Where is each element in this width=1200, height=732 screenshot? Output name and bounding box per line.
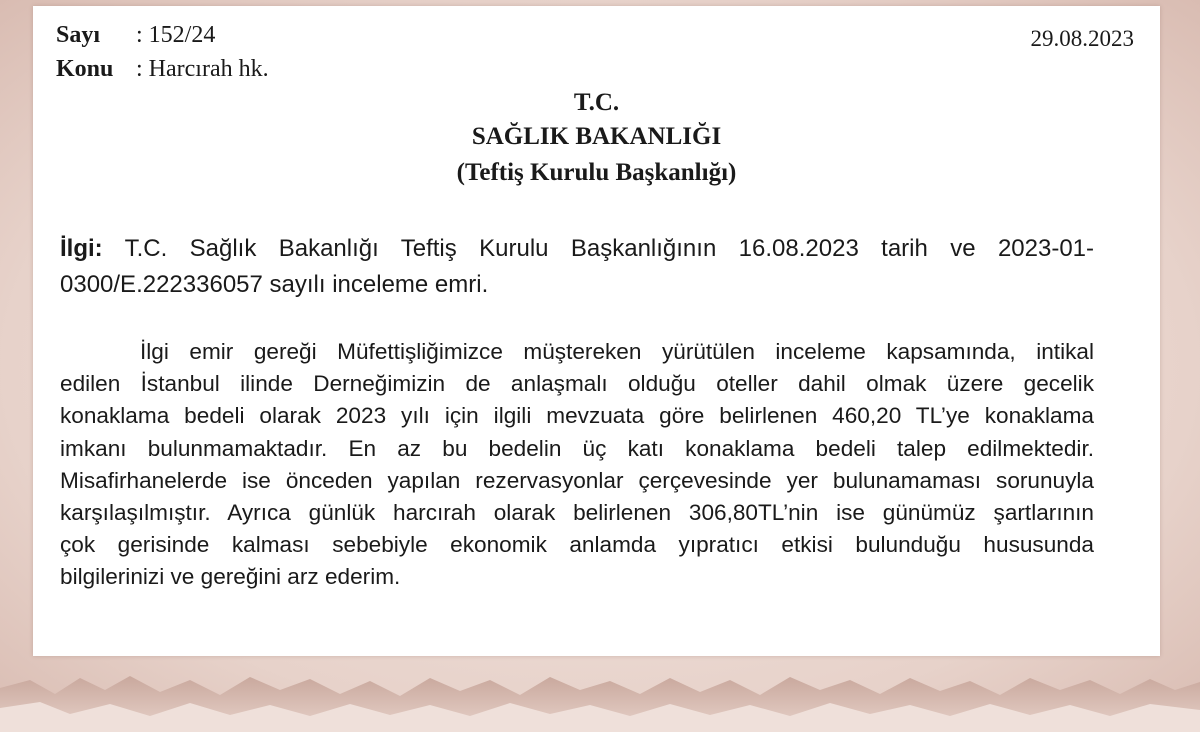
sayi-value: : 152/24 xyxy=(136,22,216,48)
konu-row xyxy=(56,54,269,84)
reference-paragraph xyxy=(60,231,1094,303)
body-line: edilen İstanbul ilinde Derneğimizin de anlaşmalı olduğu oteller dahil olmak üzere gecelik xyxy=(60,371,1094,397)
sayi-label: Sayı xyxy=(56,22,101,48)
body-line: çok gerisinde kalması sebebiyle ekonomik anlamda yıpratıcı etkisi bulunduğu hususunda xyxy=(60,532,1094,558)
body-line: bilgilerinizi ve gereğini arz ederim. xyxy=(60,564,401,590)
body-paragraph xyxy=(60,336,1094,594)
body-line: imkanı bulunmamaktadır. En az bu bedelin üç katı konaklama bedeli talep edilmektedir. xyxy=(60,435,1094,461)
body-line: İlgi emir gereği Müfettişliğimizce müştereken yürütülen inceleme kapsamında, intikal xyxy=(140,339,1094,364)
body-line: konaklama bedeli olarak 2023 yılı için ilgili mevzuata göre belirlenen 460,20 TL’ye konaklama xyxy=(60,403,1094,429)
sayi-row xyxy=(56,20,215,50)
header-ministry: SAĞLIK BAKANLIĞI xyxy=(471,123,722,150)
header-department: (Teftiş Kurulu Başkanlığı) xyxy=(456,159,737,186)
reference-line-2: 0300/E.222336057 sayılı inceleme emri. xyxy=(60,271,489,298)
body-line: Misafirhanelerde ise önceden yapılan rezervasyonlar çerçevesinde yer bulunamaması sorunuyla xyxy=(60,467,1094,493)
header-tc: T.C. xyxy=(573,89,620,116)
torn-paper-edge xyxy=(0,650,1200,732)
body-line: karşılaşılmıştır. Ayrıca günlük harcırah olarak belirlenen 306,80TL’nin ise günümüz şartlarının xyxy=(60,500,1094,526)
konu-value: : Harcırah hk. xyxy=(136,56,269,82)
document-date: 29.08.2023 xyxy=(1030,26,1134,51)
konu-label: Konu xyxy=(56,56,114,82)
reference-line-1: T.C. Sağlık Bakanlığı Teftiş Kurulu Başkanlığının 16.08.2023 tarih ve 2023-01- xyxy=(124,235,1095,262)
reference-label: İlgi: xyxy=(60,235,103,262)
